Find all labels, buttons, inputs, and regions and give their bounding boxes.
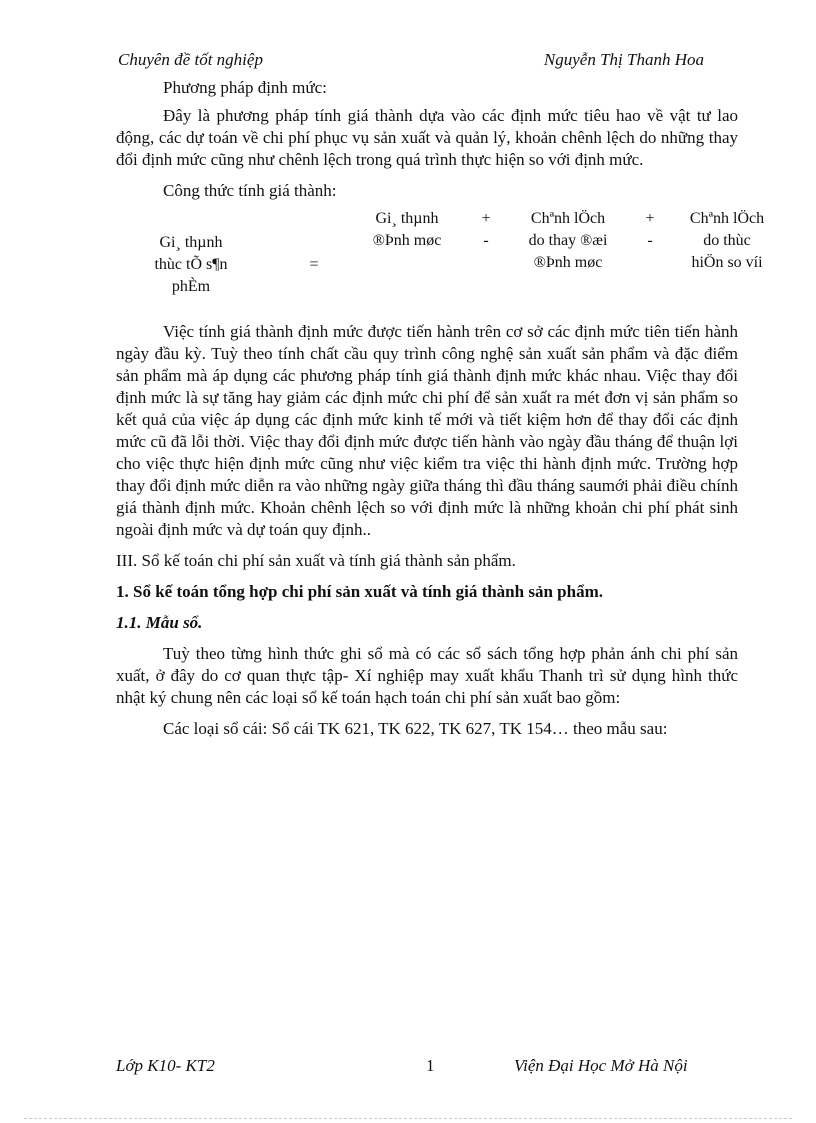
section-1-1-heading: 1.1. Mẫu sổ. (116, 613, 203, 632)
header-left-title: Chuyên đề tốt nghiệp (118, 50, 263, 69)
execution-paragraph: Việc tính giá thành định mức được tiến hành trên cơ sở các định mức tiên tiến hành ngày đầu kỳ. Tuỳ theo tính chất cầu quy trình công nghệ sản xuất sản phẩm và đặc điểm sản phẩm mà áp dụng các phương pháp tính giá thành định mức khác nhau. Việc thay đổi định mức là sự tăng hay giảm các định mức chi phí để sản xuất ra mét đơn vị sản phẩm so kết quả của việc áp dụng các định mức kinh tế mới và tiết kiệm hơn để thay đổi các định mức cũ đã lỗi thời. Việc thay đổi định mức được tiến hành vào ngày đầu tháng để thuận lợi cho việc thực hiện định mức cũng như việc kiểm tra việc thi hành định mức. Trường hợp thay đổi định mức diễn ra vào những ngày giữa tháng thì đầu tháng saumới phải điều chính giá thành định mức. Khoản chênh lệch so với định mức là những khoản chi phí phát sinh ngoài định mức và dự toán quy định.. (116, 322, 738, 539)
formula-minus-sign: - (647, 232, 653, 249)
formula-term-line: do thay ®æi (528, 232, 608, 249)
page-bottom-edge (24, 1118, 792, 1119)
formula-lhs (136, 232, 246, 298)
ledgers-paragraph: Các loại sổ cái: Sổ cái TK 621, TK 622, TK 627, TK 154… theo mẫu sau: (163, 719, 668, 738)
footer-institution: Viện Đại Học Mở Hà Nội (514, 1056, 688, 1075)
formula-equals: = (309, 256, 319, 273)
formula-term-line: ®Þnh møc (372, 232, 442, 249)
formula-lhs-line: Gi¸ thµnh (159, 234, 223, 251)
formula-plus-sign: + (645, 210, 655, 227)
method-paragraph: Đây là phương pháp tính giá thành dựa vào các định mức tiêu hao về vật tư lao động, các dự toán về chi phí phục vụ sản xuất và quản lý, khoản chênh lệch do những thay đổi định mức cũng như chênh lệch trong quá trình thực hiện so với định mức. (116, 106, 738, 169)
formula-minus-sign: - (483, 232, 489, 249)
formula-term-execution-variance (672, 208, 782, 274)
formula-term-change-variance (508, 208, 628, 274)
header-author: Nguyễn Thị Thanh Hoa (543, 50, 704, 69)
section-1-heading: 1. Sổ kế toán tổng hợp chi phí sản xuất và tính giá thành sản phẩm. (116, 582, 603, 601)
formula-term-line: ®Þnh møc (533, 254, 603, 271)
page-body (116, 77, 765, 740)
page-number: 1 (426, 1056, 435, 1075)
formula-label: Công thức tính giá thành: (163, 181, 337, 200)
formula-term-standard-cost (352, 208, 462, 252)
formula-operator (640, 208, 660, 252)
formula-term-line: hiÖn so víi (691, 254, 763, 271)
formula-operator (476, 208, 496, 252)
formula-lhs-line: phÈm (171, 278, 211, 295)
formula-plus-sign: + (481, 210, 491, 227)
formula-term-line: do thùc (703, 232, 751, 249)
cost-formula (116, 208, 765, 312)
books-paragraph: Tuỳ theo từng hình thức ghi sổ mà có các sổ sách tổng hợp phản ánh chi phí sản xuất, ở đây do cơ quan thực tập- Xí nghiệp may xuất khẩu Thanh trì sử dụng hình thức nhật ký chung nên các loại sổ kế toán hạch toán chi phí sản xuất bao gồm: (116, 644, 738, 707)
section-iii-heading: III. Sổ kế toán chi phí sản xuất và tính giá thành sản phẩm. (116, 551, 516, 570)
footer-class: Lớp K10- KT2 (116, 1056, 215, 1075)
formula-term-line: Chªnh lÖch (530, 210, 606, 227)
formula-lhs-line: thùc tÕ s¶n (154, 256, 228, 273)
method-title: Phương pháp định mức: (163, 78, 327, 97)
formula-term-line: Chªnh lÖch (689, 210, 765, 227)
formula-term-line: Gi¸ thµnh (375, 210, 439, 227)
